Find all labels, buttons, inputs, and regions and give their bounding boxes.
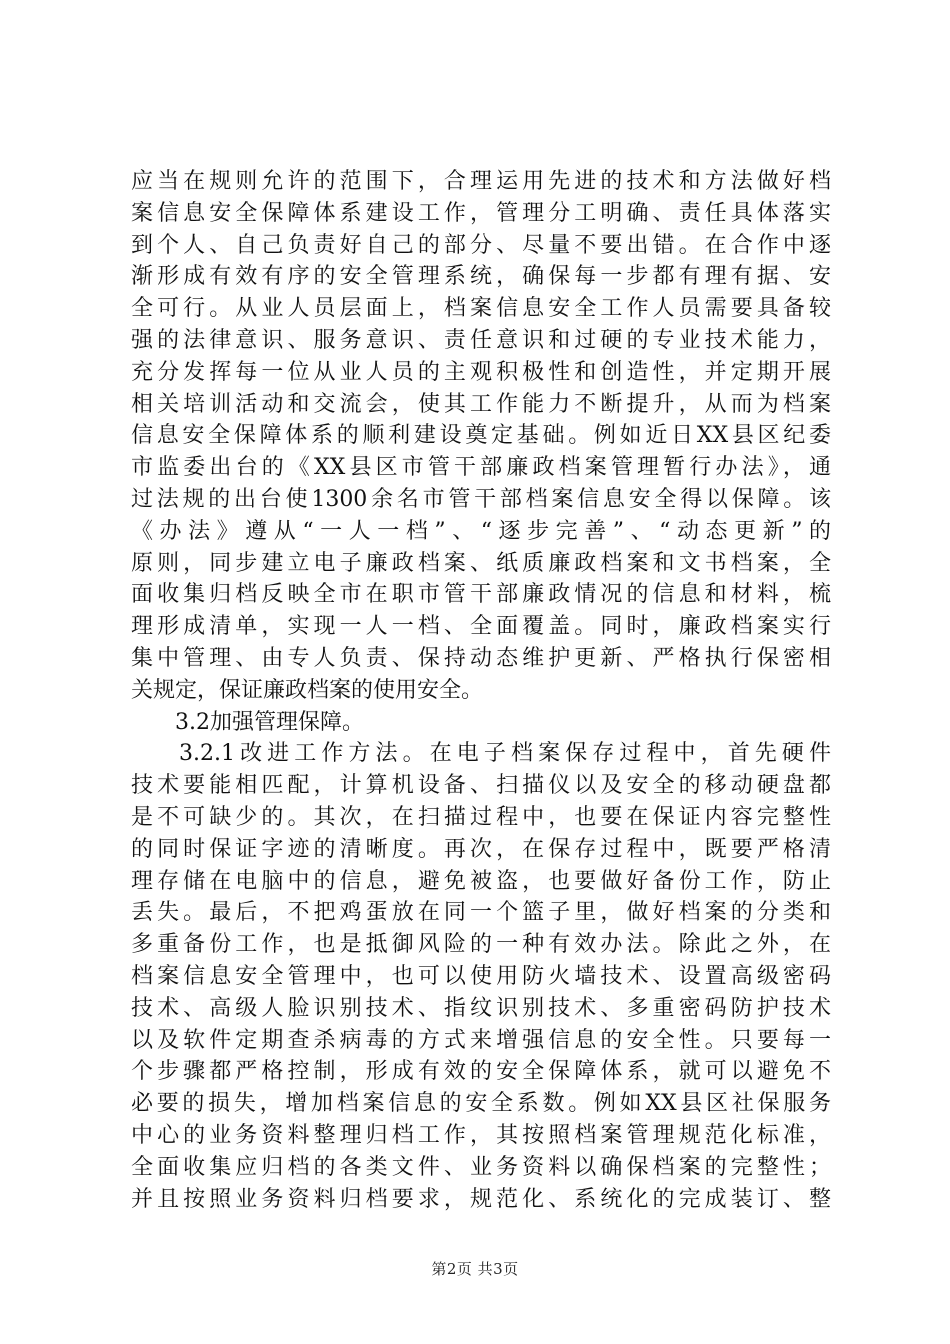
paragraph-line: 技术要能相匹配，计算机设备、扫描仪以及安全的移动硬盘都 <box>131 773 831 799</box>
paragraph-line: 市监委出台的《XX县区市管干部廉政档案管理暂行办法》，通 <box>131 455 831 481</box>
subsection-heading-line: 3.2.1改进工作方法。在电子档案保存过程中，首先硬件 <box>179 741 831 767</box>
paragraph-line: 过法规的出台使1300余名市管干部档案信息安全得以保障。该 <box>131 486 831 512</box>
paragraph-line: 《办法》遵从“一人一档”、“逐步完善”、“动态更新”的 <box>131 518 831 544</box>
paragraph-line: 应当在规则允许的范围下，合理运用先进的技术和方法做好档 <box>131 169 831 194</box>
paragraph-line: 全可行。从业人员层面上，档案信息安全工作人员需要具备较 <box>131 296 831 322</box>
paragraph-line: 强的法律意识、服务意识、责任意识和过硬的专业技术能力， <box>131 327 831 353</box>
paragraph-line: 的同时保证字迹的清晰度。再次，在保存过程中，既要严格清 <box>131 836 831 862</box>
paragraph-line: 是不可缺少的。其次，在扫描过程中，也要在保证内容完整性 <box>131 804 831 830</box>
paragraph-line: 丢失。最后，不把鸡蛋放在同一个篮子里，做好档案的分类和 <box>131 900 831 926</box>
paragraph-last-line: 关规定，保证廉政档案的使用安全。 <box>131 677 484 703</box>
paragraph-line: 面收集归档反映全市在职市管干部廉政情况的信息和材料，梳 <box>131 582 831 608</box>
paragraph-line: 到个人、自己负责好自己的部分、尽量不要出错。在合作中逐 <box>131 232 831 258</box>
paragraph-line: 个步骤都严格控制，形成有效的安全保障体系，就可以避免不 <box>131 1059 831 1085</box>
paragraph-line: 必要的损失，增加档案信息的安全系数。例如XX县区社保服务 <box>131 1091 831 1117</box>
document-body <box>131 166 831 1215</box>
paragraph-line: 以及软件定期查杀病毒的方式来增强信息的安全性。只要每一 <box>131 1027 831 1053</box>
section-heading: 3.2加强管理保障。 <box>175 709 364 735</box>
paragraph-line: 渐形成有效有序的安全管理系统，确保每一步都有理有据、安 <box>131 264 831 290</box>
paragraph-line: 相关培训活动和交流会，使其工作能力不断提升，从而为档案 <box>131 391 831 417</box>
paragraph-line: 案信息安全保障体系建设工作，管理分工明确、责任具体落实 <box>131 200 831 226</box>
paragraph-line: 中心的业务资料整理归档工作，其按照档案管理规范化标准， <box>131 1122 831 1148</box>
paragraph-line: 并且按照业务资料归档要求，规范化、系统化的完成装订、整 <box>131 1186 831 1212</box>
paragraph-line: 技术、高级人脸识别技术、指纹识别技术、多重密码防护技术 <box>131 995 831 1021</box>
paragraph-line: 理形成清单，实现一人一档、全面覆盖。同时，廉政档案实行 <box>131 614 831 640</box>
paragraph-line: 集中管理、由专人负责、保持动态维护更新、严格执行保密相 <box>131 645 831 671</box>
paragraph-line: 档案信息安全管理中，也可以使用防火墙技术、设置高级密码 <box>131 963 831 989</box>
paragraph-line: 信息安全保障体系的顺利建设奠定基础。例如近日XX县区纪委 <box>131 423 831 449</box>
paragraph-line: 充分发挥每一位从业人员的主观积极性和创造性，并定期开展 <box>131 359 831 385</box>
paragraph-line: 理存储在电脑中的信息，避免被盗，也要做好备份工作，防止 <box>131 868 831 894</box>
page-number-footer: 第2页 共3页 <box>431 1260 519 1278</box>
paragraph-line: 全面收集应归档的各类文件、业务资料以确保档案的完整性； <box>131 1154 831 1180</box>
paragraph-line: 多重备份工作，也是抵御风险的一种有效办法。除此之外，在 <box>131 932 831 958</box>
paragraph-line: 原则，同步建立电子廉政档案、纸质廉政档案和文书档案，全 <box>131 550 831 576</box>
